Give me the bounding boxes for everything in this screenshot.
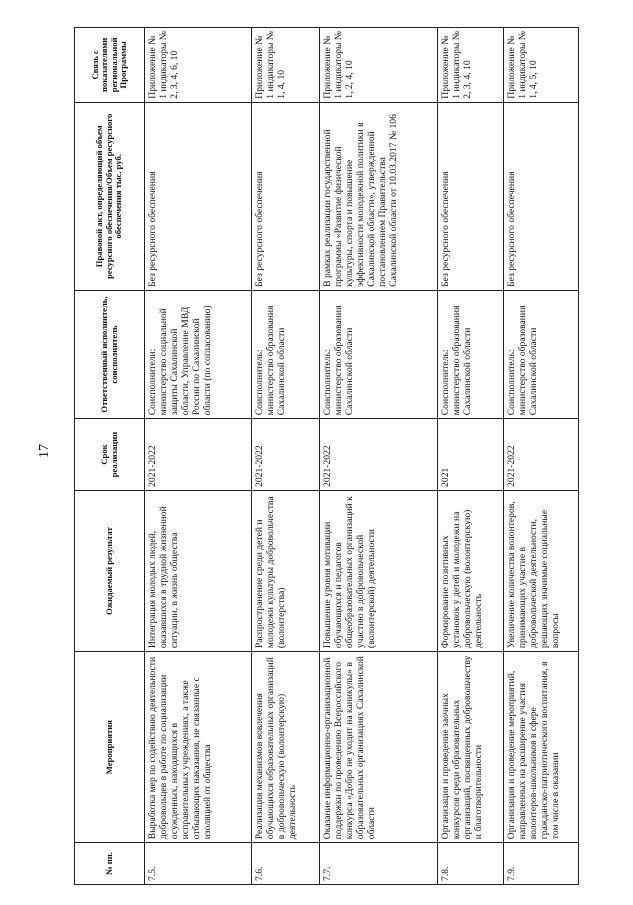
row-link: Приложение № 1 индикаторы № 1, 4, 5, 10 <box>504 28 579 103</box>
row-result: Интеграция молодых людей, оказавшихся в трудной жизненной ситуации, в жизнь общества <box>145 490 252 651</box>
row-act: Без ресурсного обеспечения <box>438 102 504 290</box>
row-act: Без ресурсного обеспечения <box>145 102 252 290</box>
row-number: 7.6. <box>252 843 320 885</box>
row-result: Формирование позитивных установок у детей и молодежи на добровольческую (волонтерскую) деятельность <box>438 490 504 651</box>
table-row <box>252 28 320 885</box>
row-event: Организация и проведение заочных конкурсов среди образовательных организаций, посвященных добровольчеству и благотворительности <box>438 652 504 843</box>
row-act: Без ресурсного обеспечения <box>252 102 320 290</box>
header-term: Срок реализации <box>75 419 145 491</box>
measures-table <box>74 27 579 885</box>
row-result: Повышение уровня мотивации обучающихся и педагогов общеобразовательных организаций к участию в добровольческой (волонтерской) деятельности <box>320 490 438 651</box>
header-result: Ожидаемый результат <box>75 490 145 651</box>
row-term: 2021-2022 <box>252 419 320 491</box>
row-act: Без ресурсного обеспечения <box>504 102 579 290</box>
row-number: 7.5. <box>145 843 252 885</box>
row-number: 7.9. <box>504 843 579 885</box>
header-executor: Ответственный исполнитель, соисполнитель <box>75 290 145 418</box>
row-event: Оказание информационно-организационной поддержки по проведению Всероссийского конкурса «Добро не уходит на каникулы» в образовательных организациях Сахалинской области <box>320 652 438 843</box>
row-link: Приложение № 1 индикаторы № 1, 2, 4, 10 <box>320 28 438 103</box>
row-term: 2021-2022 <box>145 419 252 491</box>
row-event: Организация и проведение мероприятий, направленных на расширение участия волонтеров-школьников в сфере гражданско-патриотического воспитания, в том числе в оказании <box>504 652 579 843</box>
row-result: Увеличение количества волонтеров, принимающих участие в добровольческой деятельности, решающих значимые социальные вопросы <box>504 490 579 651</box>
row-event: Выработка мер по содействию деятельности добровольцев в работе по социализации осужденных, находящихся в исправительных учреждениях, а также отбывающих наказания, не связанные с изоляцией от общества <box>145 652 252 843</box>
row-term: 2021-2022 <box>320 419 438 491</box>
row-event: Реализация механизмов вовлечения обучающихся образовательных организаций в добровольческую (волонтерскую) деятельность <box>252 652 320 843</box>
row-link: Приложение № 1 индикаторы № 1, 4, 10 <box>252 28 320 103</box>
header-event: Мероприятия <box>75 652 145 843</box>
row-term: 2021 <box>438 419 504 491</box>
header-link: Связь с показателями региональной Программы <box>75 28 145 103</box>
page-number: 17 <box>37 444 52 458</box>
row-executor: Соисполнитель: министерство образования Сахалинской области <box>320 290 438 418</box>
row-act: В рамках реализации государственной программы «Развитие физической культуры, спорта и повышение эффективности молодежной политики в Сахалинской области», утвержденной постановлением Правительства Сахалинской области от 10.03.2017 № 106 <box>320 102 438 290</box>
table-row <box>438 28 504 885</box>
row-number: 7.7. <box>320 843 438 885</box>
header-num: № пп. <box>75 843 145 885</box>
header-act: Правовой акт, определяющий объем ресурсного обеспечения/Объем ресурсного обеспечения тыс. руб. <box>75 102 145 290</box>
document-sheet <box>74 27 562 885</box>
table-header-row <box>75 28 145 885</box>
row-executor: Соисполнители: министерство социальной защиты Сахалинской области, Управление МВД России по Сахалинской области (по согласованию) <box>145 290 252 418</box>
row-executor: Соисполнитель: министерство образования Сахалинской области <box>504 290 579 418</box>
row-link: Приложение № 1 индикаторы № 2, 3, 4, 6, 10 <box>145 28 252 103</box>
row-term: 2021-2022 <box>504 419 579 491</box>
row-link: Приложение № 1 индикаторы № 2, 3, 4, 10 <box>438 28 504 103</box>
row-executor: Соисполнитель: министерство образования Сахалинской области <box>438 290 504 418</box>
row-number: 7.8. <box>438 843 504 885</box>
row-result: Распространение среди детей и молодежи культуры добровольчества (волонтерства) <box>252 490 320 651</box>
table-row <box>504 28 579 885</box>
table-row <box>320 28 438 885</box>
table-row <box>145 28 252 885</box>
row-executor: Соисполнитель: министерство образования Сахалинской области <box>252 290 320 418</box>
